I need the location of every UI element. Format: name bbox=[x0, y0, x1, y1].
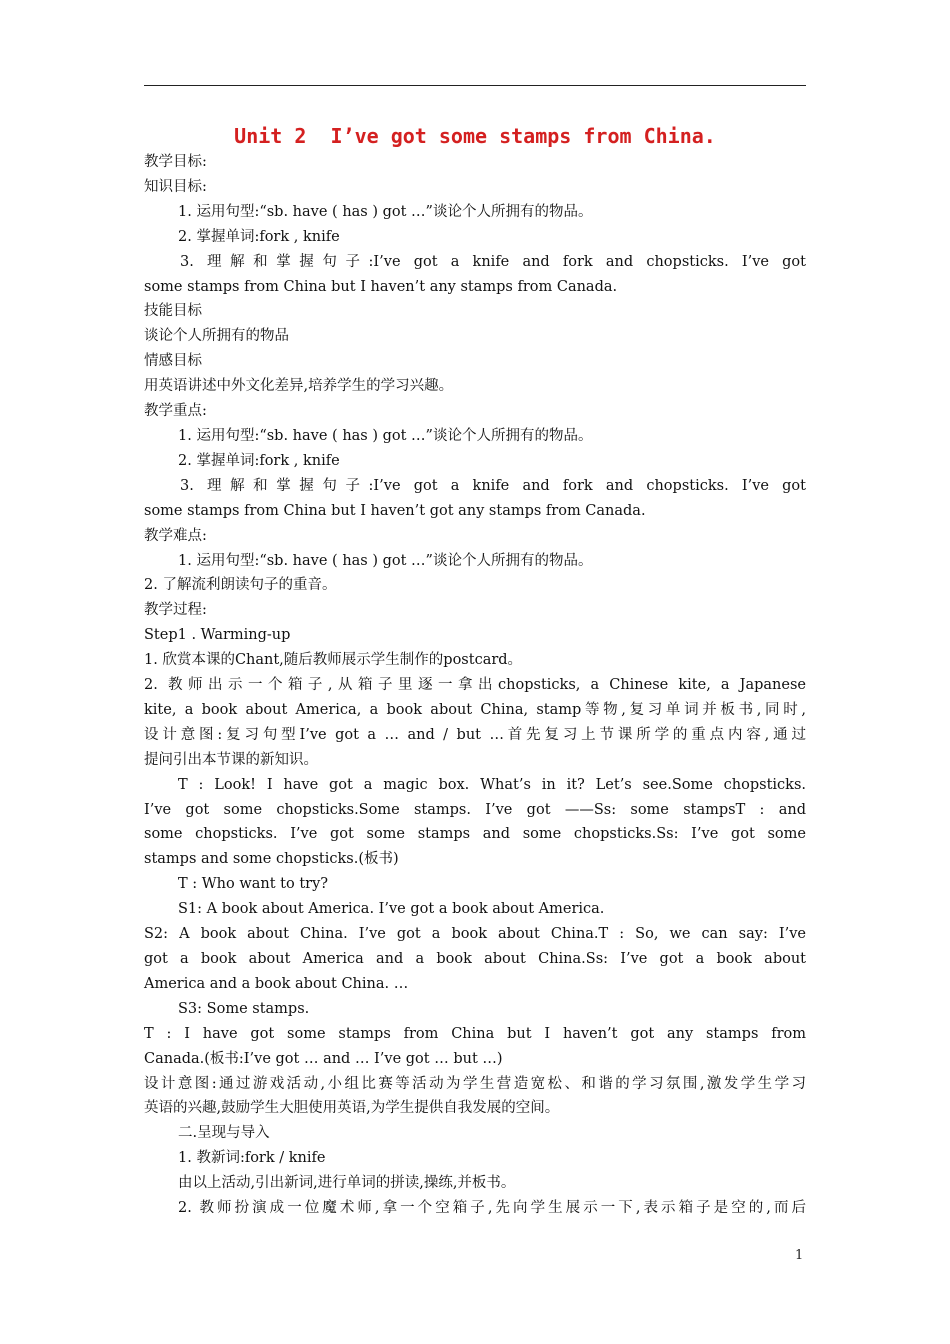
text-line: 1. 运用句型:“sb. have ( has ) got …”谈论个人所拥有的物品。 bbox=[178, 203, 593, 220]
text-line: 2. 掌握单词:fork , knife bbox=[178, 228, 340, 245]
text-line: 设计意图:通过游戏活动,小组比赛等活动为学生营造宽松、和谐的学习氛围,激发学生学习 bbox=[144, 1075, 806, 1092]
text-line: kite, a book about America, a book about China, stamp等物,复习单词并板书,同时, bbox=[144, 701, 806, 718]
text-line: 知识目标: bbox=[144, 178, 207, 195]
text-line: some chopsticks. I’ve got some stamps and some chopsticks.Ss: I’ve got some bbox=[144, 826, 806, 843]
text-line: Step1 . Warming-up bbox=[144, 627, 291, 644]
text-line: 1. 欣赏本课的Chant,随后教师展示学生制作的postcard。 bbox=[144, 652, 523, 669]
text-line: 教学重点: bbox=[144, 403, 207, 420]
text-line: 情感目标 bbox=[144, 353, 202, 370]
text-line: stamps and some chopsticks.(板书) bbox=[144, 851, 399, 868]
text-line: 二.呈现与导入 bbox=[178, 1125, 270, 1142]
text-line: America and a book about China. … bbox=[144, 975, 409, 992]
text-line: 2. 教师扮演成一位魔术师,拿一个空箱子,先向学生展示一下,表示箱子是空的,而后 bbox=[178, 1200, 806, 1217]
header-rule bbox=[144, 85, 806, 86]
text-line: 设计意图:复习句型I’ve got a … and / but …首先复习上节课所学的重点内容,通过 bbox=[144, 726, 806, 743]
text-line: 谈论个人所拥有的物品 bbox=[144, 328, 289, 345]
text-line: 教学难点: bbox=[144, 527, 207, 544]
text-line: T : I have got some stamps from China but I haven’t got any stamps from bbox=[144, 1025, 806, 1042]
text-line: 2. 教师出示一个箱子,从箱子里逐一拿出chopsticks, a Chinese kite, a Japanese bbox=[144, 677, 806, 694]
text-line: T : Look! I have got a magic box. What’s in it? Let’s see.Some chopsticks. bbox=[178, 776, 806, 793]
text-line: got a book about America and a book about China.Ss: I’ve got a book about bbox=[144, 951, 806, 967]
text-line: 1. 运用句型:“sb. have ( has ) got …”谈论个人所拥有的物品。 bbox=[178, 427, 593, 444]
text-line: 由以上活动,引出新词,进行单词的拼读,操练,并板书。 bbox=[178, 1175, 516, 1192]
text-line: 技能目标 bbox=[144, 303, 202, 320]
text-line: 提问引出本节课的新知识。 bbox=[144, 751, 318, 768]
text-line: some stamps from China but I haven’t got any stamps from Canada. bbox=[144, 502, 646, 519]
text-line: 教学目标: bbox=[144, 154, 207, 170]
text-line: 2. 掌握单词:fork , knife bbox=[178, 452, 340, 469]
text-line: I’ve got some chopsticks.Some stamps. I’ve got ——Ss: some stampsT : and bbox=[144, 801, 806, 818]
text-line: 英语的兴趣,鼓励学生大胆使用英语,为学生提供自我发展的空间。 bbox=[144, 1100, 560, 1117]
text-line: some stamps from China but I haven’t any stamps from Canada. bbox=[144, 278, 618, 295]
text-line: 3. 理解和掌握句子:I’ve got a knife and fork and chopsticks. I’ve got bbox=[180, 477, 806, 494]
text-line: S1: A book about America. I’ve got a book about America. bbox=[178, 901, 605, 918]
text-line: 2. 了解流利朗读句子的重音。 bbox=[144, 577, 337, 594]
document-body bbox=[144, 150, 806, 1221]
text-line: S3: Some stamps. bbox=[178, 1000, 310, 1017]
text-line: T : Who want to try? bbox=[178, 876, 329, 893]
page-number: 1 bbox=[795, 1248, 804, 1263]
text-line: 教学过程: bbox=[144, 602, 207, 619]
document-title: Unit 2 I’ve got some stamps from China. bbox=[234, 124, 716, 148]
text-line: 用英语讲述中外文化差异,培养学生的学习兴趣。 bbox=[144, 378, 454, 395]
text-line: 1. 教新词:fork / knife bbox=[178, 1150, 326, 1167]
text-line: 1. 运用句型:“sb. have ( has ) got …”谈论个人所拥有的物品。 bbox=[178, 552, 593, 569]
text-line: S2: A book about China. I’ve got a book about China.T : So, we can say: I’ve bbox=[144, 926, 806, 943]
text-line: 3. 理解和掌握句子:I’ve got a knife and fork and chopsticks. I’ve got bbox=[180, 253, 806, 270]
text-line: Canada.(板书:I’ve got … and … I’ve got … but …) bbox=[144, 1050, 503, 1067]
